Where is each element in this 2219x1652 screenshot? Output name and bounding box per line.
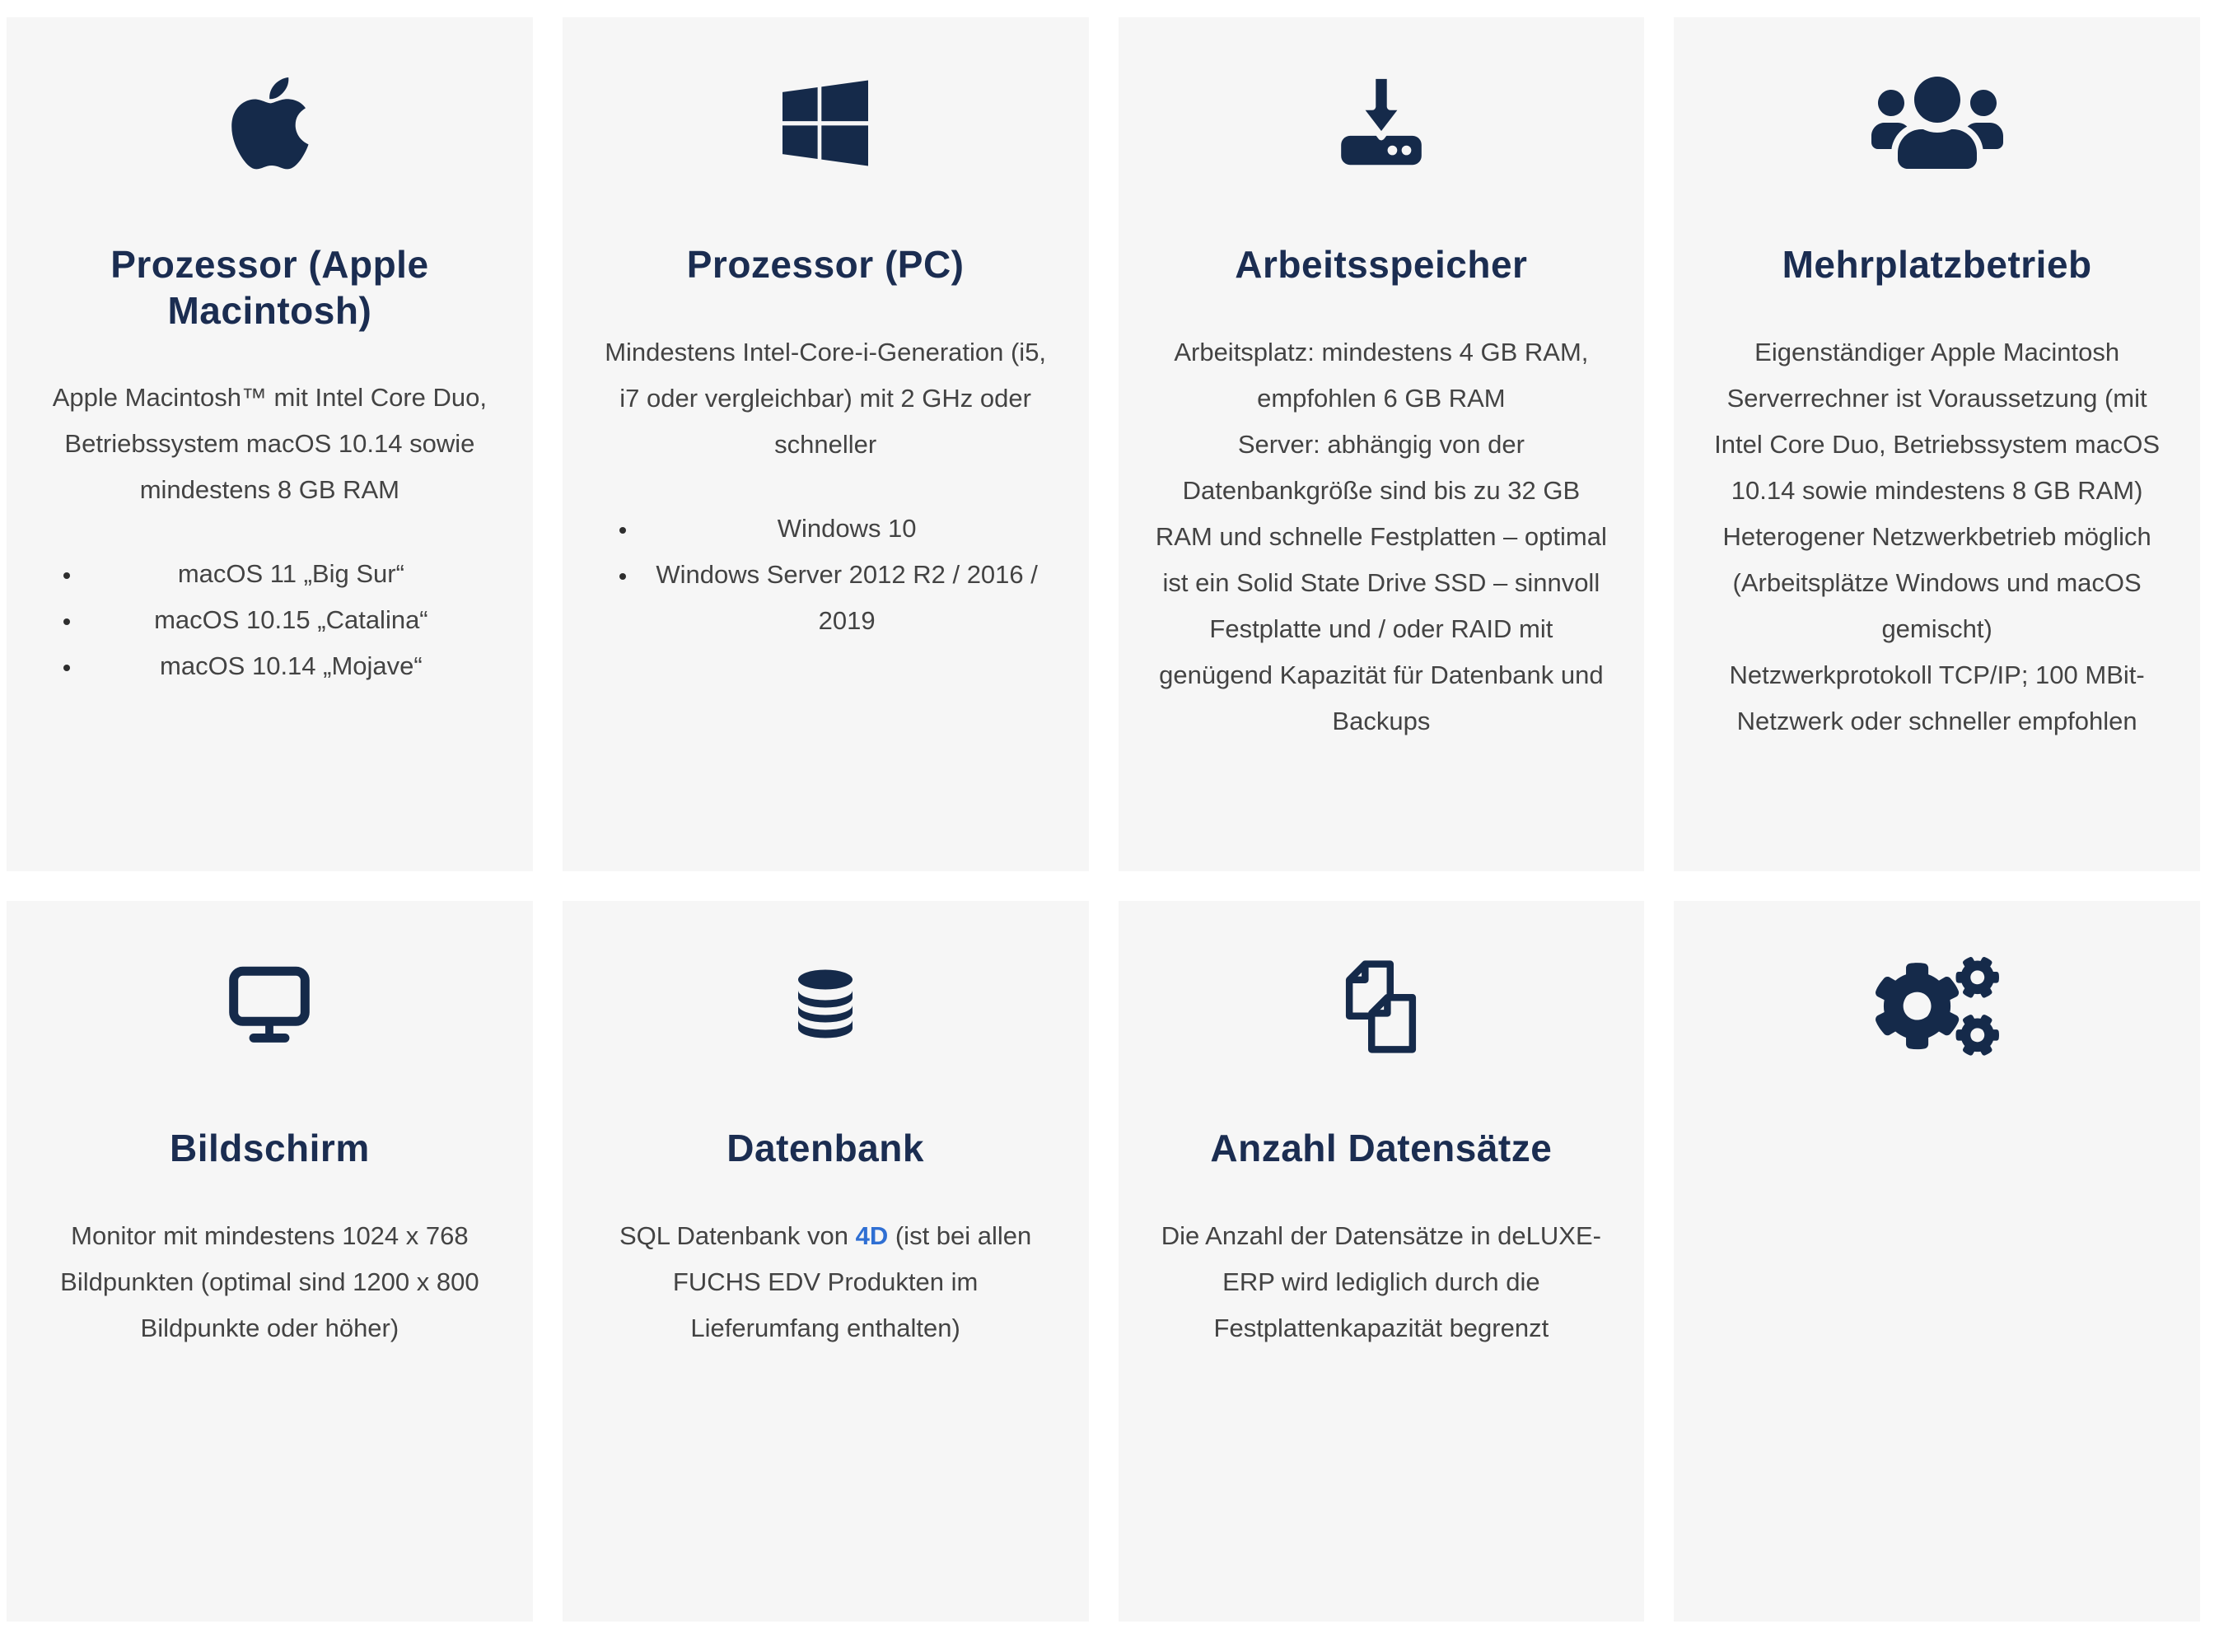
- download-icon: [1331, 65, 1432, 180]
- card-body: [40, 1213, 500, 1351]
- users-icon: [1871, 65, 2003, 180]
- body-text: Heterogener Netzwerkbetrieb möglich (Arbeitsplätze Windows und macOS gemischt): [1722, 521, 2151, 643]
- body-text: Arbeitsplatz: mindestens 4 GB RAM, empfohlen 6 GB RAM: [1174, 337, 1589, 413]
- copy-icon: [1334, 949, 1427, 1064]
- body-text: Festplatte und / oder RAID mit genügend Kapazität für Datenbank und Backups: [1159, 614, 1604, 735]
- bullet-item: • Windows 10: [638, 506, 1056, 552]
- body-line: [1152, 422, 1612, 606]
- body-text: Netzwerkprotokoll TCP/IP; 100 MBit-Netzwerk oder schneller empfohlen: [1729, 660, 2145, 735]
- body-text: Eigenständiger Apple Macintosh Serverrechner ist Voraussetzung (mit Intel Core Duo, Betriebssystem macOS 10.14 sowie mindestens 8 GB RAM): [1714, 337, 2161, 505]
- card-title: Prozessor (PC): [686, 243, 965, 286]
- card-title: Mehrplatzbetrieb: [1782, 243, 2092, 286]
- body-line: [1707, 329, 2167, 514]
- card-title: Prozessor (Apple Macintosh): [110, 243, 429, 332]
- spec-card-download: [1119, 17, 1645, 871]
- spec-card-windows: [563, 17, 1089, 871]
- windows-icon: [782, 65, 868, 180]
- card-title: Bildschirm: [170, 1127, 370, 1169]
- card-title: Datenbank: [726, 1127, 924, 1169]
- body-text: Apple Macintosh™ mit Intel Core Duo, Betriebssystem macOS 10.14 sowie mindestens 8 GB RAM: [52, 383, 487, 505]
- card-body: [1152, 329, 1612, 744]
- database-icon: [784, 949, 867, 1064]
- spec-card-copy: [1119, 901, 1645, 1622]
- spec-card-gears: [1674, 901, 2200, 1622]
- body-line: [596, 1213, 1056, 1351]
- bullet-item: • Windows Server 2012 R2 / 2016 / 2019: [638, 552, 1056, 644]
- card-body: [596, 1213, 1056, 1351]
- monitor-icon: [219, 949, 320, 1064]
- card-body: [40, 375, 500, 513]
- body-line: [1707, 514, 2167, 652]
- body-text: Die Anzahl der Datensätze in deLUXE-ERP wird lediglich durch die Festplattenkapazität begrenzt: [1161, 1220, 1601, 1342]
- spec-card-database: [563, 901, 1089, 1622]
- spec-card-users: [1674, 17, 2200, 871]
- card-body: [1707, 329, 2167, 744]
- bullet-item: • macOS 10.15 „Catalina“: [82, 597, 500, 643]
- body-line: [596, 329, 1056, 468]
- spec-card-apple: [7, 17, 533, 871]
- body-text: (ist bei allen FUCHS EDV Produkten im Lieferumfang enthalten): [672, 1220, 1032, 1342]
- spec-card-monitor: [7, 901, 533, 1622]
- body-line: [40, 375, 500, 513]
- body-line: [1152, 606, 1612, 744]
- card-bullet-list: [40, 551, 500, 689]
- card-body: [596, 329, 1056, 468]
- card-title: Anzahl Datensätze: [1210, 1127, 1553, 1169]
- bullet-item: • macOS 11 „Big Sur“: [82, 551, 500, 597]
- card-bullet-list: [596, 506, 1056, 644]
- bullet-item: • macOS 10.14 „Mojave“: [82, 643, 500, 689]
- gears-icon: [1876, 949, 1999, 1064]
- body-text: Monitor mit mindestens 1024 x 768 Bildpunkten (optimal sind 1200 x 800 Bildpunkte oder höher): [60, 1220, 479, 1342]
- body-text: SQL Datenbank von: [619, 1220, 856, 1250]
- body-line: [40, 1213, 500, 1351]
- 4d-link[interactable]: 4D: [855, 1220, 889, 1250]
- body-line: [1707, 652, 2167, 744]
- card-body: [1152, 1213, 1612, 1351]
- body-line: [1152, 1213, 1612, 1351]
- body-line: [1152, 329, 1612, 422]
- body-text: Server: abhängig von der Datenbankgröße sind bis zu 32 GB RAM und schnelle Festplatten – optimal ist ein Solid State Drive SSD – sinnvoll: [1155, 429, 1607, 597]
- card-title: Arbeitsspeicher: [1235, 243, 1528, 286]
- body-text: Mindestens Intel-Core-i-Generation (i5, i7 oder vergleichbar) mit 2 GHz oder schneller: [605, 337, 1047, 459]
- apple-icon: [231, 65, 309, 180]
